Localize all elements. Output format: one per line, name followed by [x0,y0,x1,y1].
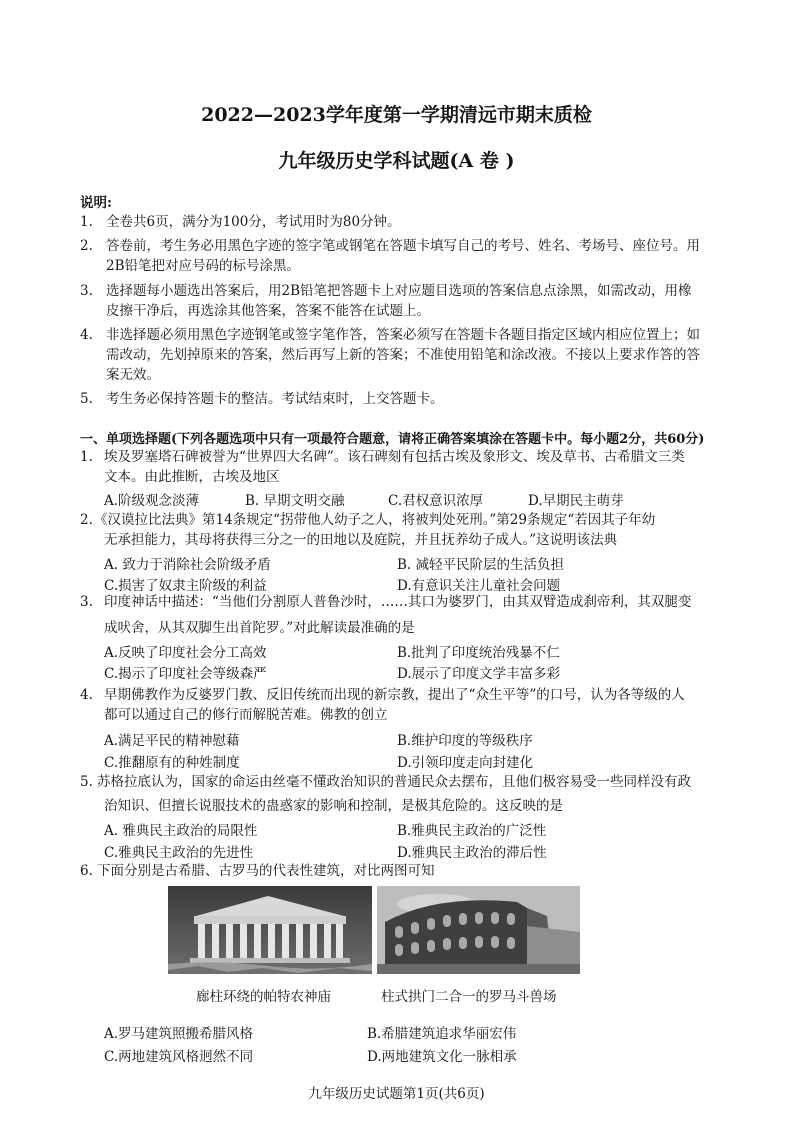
question-number: 5. [80,774,93,790]
option-b: B.维护印度的等级秩序 [397,733,533,749]
note-line: 选择题每小题选出答案后，用2B铅笔把答题卡上对应题目选项的答案信息点涂黑，如需改动，用橡 [106,283,692,299]
note-line: 案无效。 [106,367,160,383]
option-a: A.阶级观念淡薄 [104,493,200,509]
note-line: 考生务必保持答题卡的整洁。考试结束时，上交答题卡。 [106,391,444,407]
parthenon-illustration [168,886,372,974]
note-line: 皮擦干净后，再选涂其他答案，答案不能答在试题上。 [106,303,430,319]
question-stem: 无承担能力，其母将获得三分之一的田地以及庭院，并且抚养幼子成人。”这说明该法典 [104,532,618,548]
question-stem: 成吠舍，从其双脚生出首陀罗。”对此解读最准确的是 [104,620,415,636]
exam-subtitle: 九年级历史学科试题(A 卷 ) [278,150,515,172]
colosseum-photo [377,886,580,974]
option-c: C.损害了奴隶主阶级的利益 [104,578,267,594]
question-stem: 都可以通过自己的修行而解脱苦难。佛教的创立 [104,707,388,723]
option-a: A.反映了印度社会分工高效 [104,645,267,661]
option-b: B.批判了印度统治残暴不仁 [397,645,560,661]
image-caption: 柱式拱门二合一的罗马斗兽场 [381,989,557,1005]
note-line: 非选择题必须用黑色字迹钢笔或签字笔作答，答案必须写在答题卡各题目指定区域内相应位置上；如 [106,327,700,343]
option-c: C.揭示了印度社会等级森严 [104,666,267,682]
parthenon-photo [168,886,372,974]
question-number: 1. [80,449,93,465]
option-d: D.展示了印度文学丰富多彩 [397,666,561,682]
option-d: D.雅典民主政治的滞后性 [397,845,547,861]
colosseum-illustration [377,886,580,974]
question-number: 3. [80,594,93,610]
section-heading: 一、单项选择题(下列各题选项中只有一项最符合题意，请将正确答案填涂在答题卡中。每小题2分，共60分) [80,432,705,447]
question-stem: 下面分别是古希腊、古罗马的代表性建筑，对比两图可知 [97,863,435,879]
option-a: A. 雅典民主政治的局限性 [104,823,258,839]
note-number: 3. [80,283,93,299]
image-caption: 廊柱环绕的帕特农神庙 [196,989,331,1005]
note-number: 1. [80,214,93,230]
question-stem: 文本。由此推断，古埃及地区 [104,469,280,485]
option-c: C.两地建筑风格迥然不同 [104,1049,254,1065]
note-number: 2. [80,238,93,254]
note-line: 答卷前，考生务必用黑色字迹的签字笔或钢笔在答题卡填写自己的考号、姓名、考场号、座位号。用 [106,238,700,254]
question-stem: 早期佛教作为反婆罗门教、反旧传统而出现的新宗教，提出了“众生平等”的口号，认为各等级的人 [104,687,685,703]
note-number: 5. [80,391,93,407]
note-number: 4. [80,327,93,343]
page-footer: 九年级历史试题第1页(共6页) [308,1086,485,1102]
option-c: C.君权意识浓厚 [388,493,484,509]
exam-title: 2022—2023学年度第一学期清远市期末质检 [201,104,592,126]
option-b: B.希腊建筑追求华丽宏伟 [367,1026,517,1042]
option-b: B. 早期文明交融 [245,493,345,509]
note-line: 需改动，先划掉原来的答案，然后再写上新的答案；不准使用铅笔和涂改液。不接以上要求作答的答 [106,347,700,363]
option-a: A.罗马建筑照搬希腊风格 [104,1026,254,1042]
option-a: A. 致力于消除社会阶级矛盾 [104,557,271,573]
option-b: B. 减轻平民阶层的生活负担 [397,557,565,573]
question-stem: 治知识、但擅长说服技术的蛊惑家的影响和控制，是极其危险的。这反映的是 [104,798,563,814]
notes-heading: 说明: [80,195,112,211]
option-d: D.早期民主萌芽 [528,493,624,509]
question-stem: 埃及罗塞塔石碑被誉为“世界四大名碑”。该石碑刻有包括古埃及象形文、埃及草书、古希腊文三类 [104,449,685,465]
option-a: A.满足平民的精神慰藉 [104,733,240,749]
option-c: C.雅典民主政治的先进性 [104,845,254,861]
question-stem: 《汉谟拉比法典》第14条规定“拐带他人幼子之人，将被判处死刑。”第29条规定“若因其子年幼 [94,512,656,528]
option-d: D.引领印度走向封建化 [397,755,534,771]
question-number: 2. [80,512,93,528]
option-d: D.两地建筑文化一脉相承 [367,1049,517,1065]
note-line: 2B铅笔把对应号码的标号涂黑。 [106,258,301,274]
question-stem: 印度神话中描述：“当他们分割原人普鲁沙时，……其口为婆罗门，由其双臂造成刹帝利，其双腿变 [104,594,692,610]
option-c: C.推翻原有的种姓制度 [104,755,240,771]
option-b: B.雅典民主政治的广泛性 [397,823,547,839]
option-d: D.有意识关注儿童社会问题 [397,578,561,594]
question-stem: 苏格拉底认为，国家的命运由丝毫不懂政治知识的普通民众去摆布，且他们极容易受一些同样没有政 [97,774,691,790]
note-line: 全卷共6页，满分为100分，考试用时为80分钟。 [106,214,401,230]
question-number: 6. [80,863,93,879]
question-number: 4. [80,687,93,703]
